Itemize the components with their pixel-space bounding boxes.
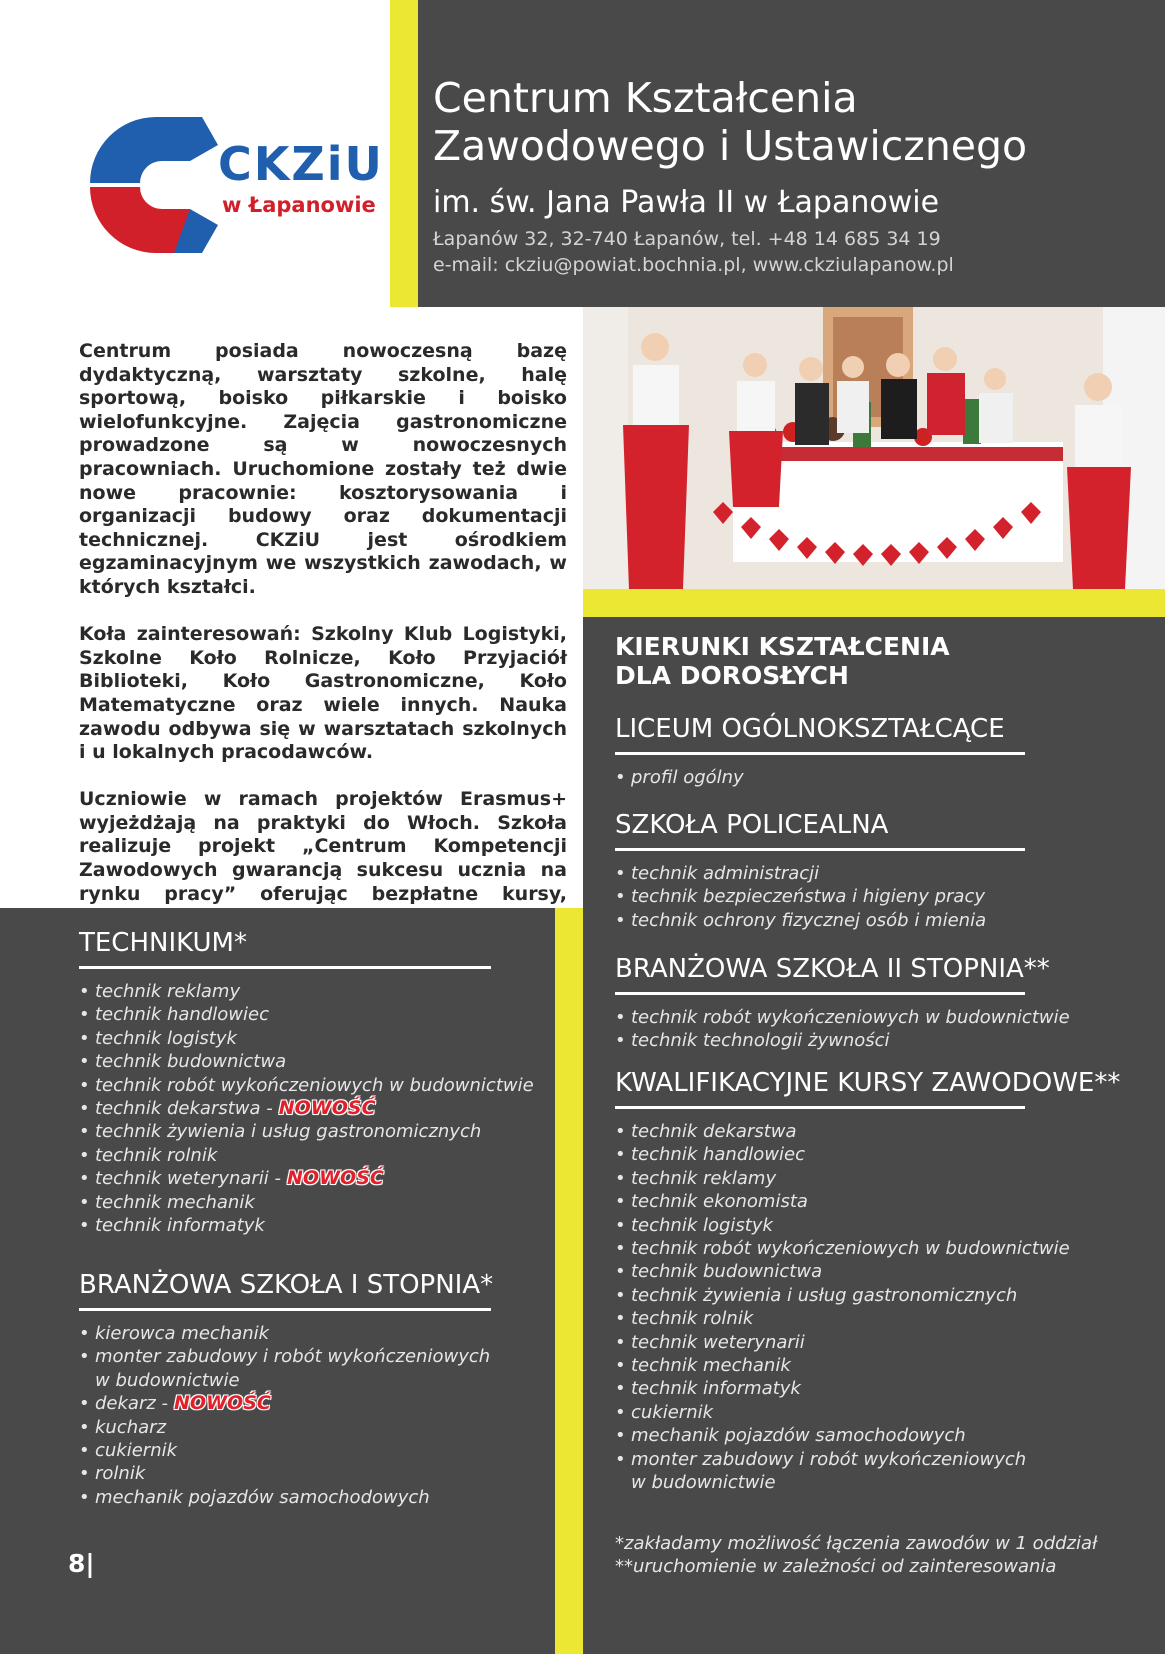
list-item (79, 1369, 490, 1392)
list-item-text: technik budownictwa (95, 1051, 287, 1073)
list-item (615, 1424, 1070, 1447)
list-item (615, 1354, 1070, 1377)
footnote-2: **uruchomienie w zależności od zainteresowania (615, 1556, 1057, 1578)
list-item (615, 766, 744, 789)
list-item-text: technik weterynarii (631, 1331, 805, 1353)
list-item-text: cukiernik (631, 1401, 714, 1423)
list-item-text: monter zabudowy i robót wykończeniowych (631, 1448, 1027, 1470)
list-item-text: technik technologii żywności (631, 1030, 890, 1052)
list-item-text: technik logistyk (95, 1027, 237, 1049)
list-item (615, 1190, 1070, 1213)
list-item-text: kucharz (95, 1416, 167, 1438)
vertical-accent-bar (555, 908, 583, 1654)
new-badge: NOWOŚĆ (174, 1392, 271, 1415)
list-item-text: technik robót wykończeniowych w budownictwie (631, 1238, 1070, 1260)
header-title-line1: Centrum Kształcenia (433, 74, 858, 122)
list-item-text: w budownictwie (95, 1369, 240, 1391)
list-item-text: dekarz - (95, 1393, 169, 1415)
list-item-text: technik dekarstwa - (95, 1098, 273, 1120)
policealna-list (615, 862, 986, 932)
list-item (615, 1471, 1070, 1494)
list-item-text: technik informatyk (95, 1215, 265, 1237)
list-item-text: technik informatyk (631, 1378, 801, 1400)
right-accent-bar (583, 589, 1165, 617)
list-item-text: technik ekonomista (631, 1191, 808, 1213)
list-item (615, 1401, 1070, 1424)
list-item-text: rolnik (95, 1463, 146, 1485)
intro-text (79, 340, 567, 953)
new-badge: NOWOŚĆ (287, 1167, 384, 1190)
list-item-text: cukiernik (95, 1440, 178, 1462)
list-item-text: technik budownictwa (631, 1261, 823, 1283)
list-item-text: technik dekarstwa (631, 1121, 797, 1142)
branzowa2-list (615, 1006, 1070, 1053)
list-item (615, 862, 986, 885)
branzowa2-heading: BRANŻOWA SZKOŁA II STOPNIA** (615, 954, 1050, 984)
list-item (79, 1027, 534, 1050)
liceum-divider (615, 752, 1025, 755)
list-item-text: technik mechanik (95, 1191, 255, 1213)
list-item (615, 909, 986, 932)
list-item-text: profil ogólny (631, 767, 744, 788)
list-item-text: technik reklamy (631, 1167, 777, 1189)
list-item (615, 1284, 1070, 1307)
list-item (615, 1377, 1070, 1400)
logo-name: CKZiU (218, 137, 384, 191)
list-item (79, 1322, 490, 1345)
list-item (79, 1416, 490, 1439)
header-title (433, 74, 1153, 170)
list-item (79, 1074, 534, 1097)
list-item (615, 1120, 1070, 1143)
list-item-text: technik robót wykończeniowych w budownictwie (631, 1007, 1070, 1028)
list-item-text: technik administracji (631, 863, 820, 884)
branzowa1-heading: BRANŻOWA SZKOŁA I STOPNIA* (79, 1270, 494, 1300)
list-item (79, 1144, 534, 1167)
technikum-list (79, 980, 534, 1237)
intro-paragraph-2-body: Szkolny Klub Logistyki, Szkolne Koło Rolnicze, Koło Przyjaciół Biblioteki, Koło Gastronomiczne, Koło Matematyczne oraz wiele innych. Nauka zawodu odbywa się w warsztatach szkolnych i u lokalnych pracodawców. (79, 623, 567, 764)
list-item (79, 1003, 534, 1026)
logo-subtitle: w Łapanowie (222, 193, 376, 217)
list-item (79, 980, 534, 1003)
liceum-heading: LICEUM OGÓLNOKSZTAŁCĄCE (615, 714, 1005, 744)
intro-paragraph-1: Centrum posiada nowoczesną bazę dydaktyczną, warsztaty szkolne, halę sportową, boisko piłkarskie i boisko wielofunkcyjne. Zajęcia gastronomiczne prowadzone są w nowoczesnych pracowniach. Uruchomione zostały też dwie nowe pracownie: kosztorysowania i organizacji budowy oraz dokumentacji technicznej. CKZiU jest ośrodkiem egzaminacyjnym we wszystkich zawodach, w których kształci. (79, 340, 567, 598)
list-item-text: technik handlowiec (631, 1144, 805, 1166)
list-item (615, 1214, 1070, 1237)
list-item-text: monter zabudowy i robót wykończeniowych (95, 1346, 491, 1368)
list-item (79, 1097, 534, 1120)
adults-heading (615, 632, 950, 690)
branzowa2-divider (615, 992, 1025, 995)
footnote-1: *zakładamy możliwość łączenia zawodów w 1 oddział (615, 1533, 1098, 1554)
list-item (79, 1191, 534, 1214)
liceum-list (615, 766, 744, 789)
page-number: 8| (68, 1549, 95, 1578)
list-item-text: technik bezpieczeństwa i higieny pracy (631, 886, 985, 908)
intro-paragraph-2 (79, 623, 567, 765)
list-item-text: technik żywienia i usług gastronomicznych (95, 1121, 482, 1143)
branzowa1-divider (79, 1308, 491, 1311)
technikum-divider (79, 966, 491, 969)
list-item (615, 1237, 1070, 1260)
list-item-text: technik robót wykończeniowych w budownictwie (95, 1074, 534, 1096)
list-item-text: technik weterynarii - (95, 1168, 282, 1190)
list-item-text: mechanik pojazdów samochodowych (95, 1486, 430, 1508)
list-item-text: technik mechanik (631, 1355, 791, 1377)
list-item (615, 1143, 1070, 1166)
list-item-text: kierowca mechanik (95, 1323, 270, 1344)
list-item (615, 1448, 1070, 1471)
adults-heading-line1: KIERUNKI KSZTAŁCENIA (615, 632, 950, 661)
list-item-text: w budownictwie (631, 1472, 776, 1494)
list-item (615, 885, 986, 908)
header-accent-bar (390, 0, 418, 307)
list-item (615, 1167, 1070, 1190)
list-item-text: technik rolnik (631, 1308, 754, 1330)
kursy-list (615, 1120, 1070, 1495)
kursy-heading: KWALIFIKACYJNE KURSY ZAWODOWE** (615, 1068, 1121, 1098)
list-item (79, 1462, 490, 1485)
intro-paragraph-2-lead: Koła zainteresowań: (79, 623, 301, 646)
new-badge: NOWOŚĆ (278, 1097, 376, 1120)
photo-banner-text: CKZiU ŁAPANÓW (822, 526, 924, 540)
students-photo-illustration (583, 307, 1165, 589)
list-item-text: technik rolnik (95, 1144, 218, 1166)
list-item (79, 1345, 490, 1368)
list-item (79, 1167, 534, 1190)
list-item (79, 1050, 534, 1073)
list-item (615, 1029, 1070, 1052)
policealna-heading: SZKOŁA POLICEALNA (615, 810, 889, 840)
list-item (79, 1214, 534, 1237)
kursy-divider (615, 1106, 1025, 1109)
header-contact (433, 226, 954, 278)
header-address: Łapanów 32, 32-740 Łapanów, tel. +48 14 685 34 19 (433, 228, 941, 250)
header-subtitle: im. św. Jana Pawła II w Łapanowie (433, 185, 940, 220)
intro-paragraph-3: Uczniowie w ramach projektów Erasmus+ wyjeżdżają na praktyki do Włoch. Szkoła realizuje projekt „Centrum Kompetencji Zawodowych gwarancją sukcesu ucznia na rynku pracy” oferując bezpłatne kursy, (79, 788, 567, 905)
list-item (79, 1439, 490, 1462)
list-item (615, 1260, 1070, 1283)
list-item-text: technik żywienia i usług gastronomicznych (631, 1284, 1018, 1306)
list-item-text: technik ochrony fizycznej osób i mienia (631, 909, 987, 931)
list-item (79, 1486, 490, 1509)
footnotes (615, 1532, 1097, 1579)
list-item-text: technik handlowiec (95, 1004, 269, 1026)
branzowa1-list (79, 1322, 490, 1509)
list-item (615, 1307, 1070, 1330)
students-photo (583, 307, 1165, 589)
list-item-text: technik logistyk (631, 1214, 773, 1236)
list-item (79, 1120, 534, 1143)
policealna-divider (615, 848, 1025, 851)
list-item (615, 1331, 1070, 1354)
list-item-text: technik reklamy (95, 981, 241, 1002)
list-item (79, 1392, 490, 1415)
technikum-heading: TECHNIKUM* (79, 928, 247, 958)
list-item-text: mechanik pojazdów samochodowych (631, 1425, 966, 1447)
adults-heading-line2: DLA DOROSŁYCH (615, 661, 849, 690)
header-email-web: e-mail: ckziu@powiat.bochnia.pl, www.ckziulapanow.pl (433, 254, 954, 276)
list-item (615, 1006, 1070, 1029)
header-title-line2: Zawodowego i Ustawicznego (433, 122, 1028, 170)
